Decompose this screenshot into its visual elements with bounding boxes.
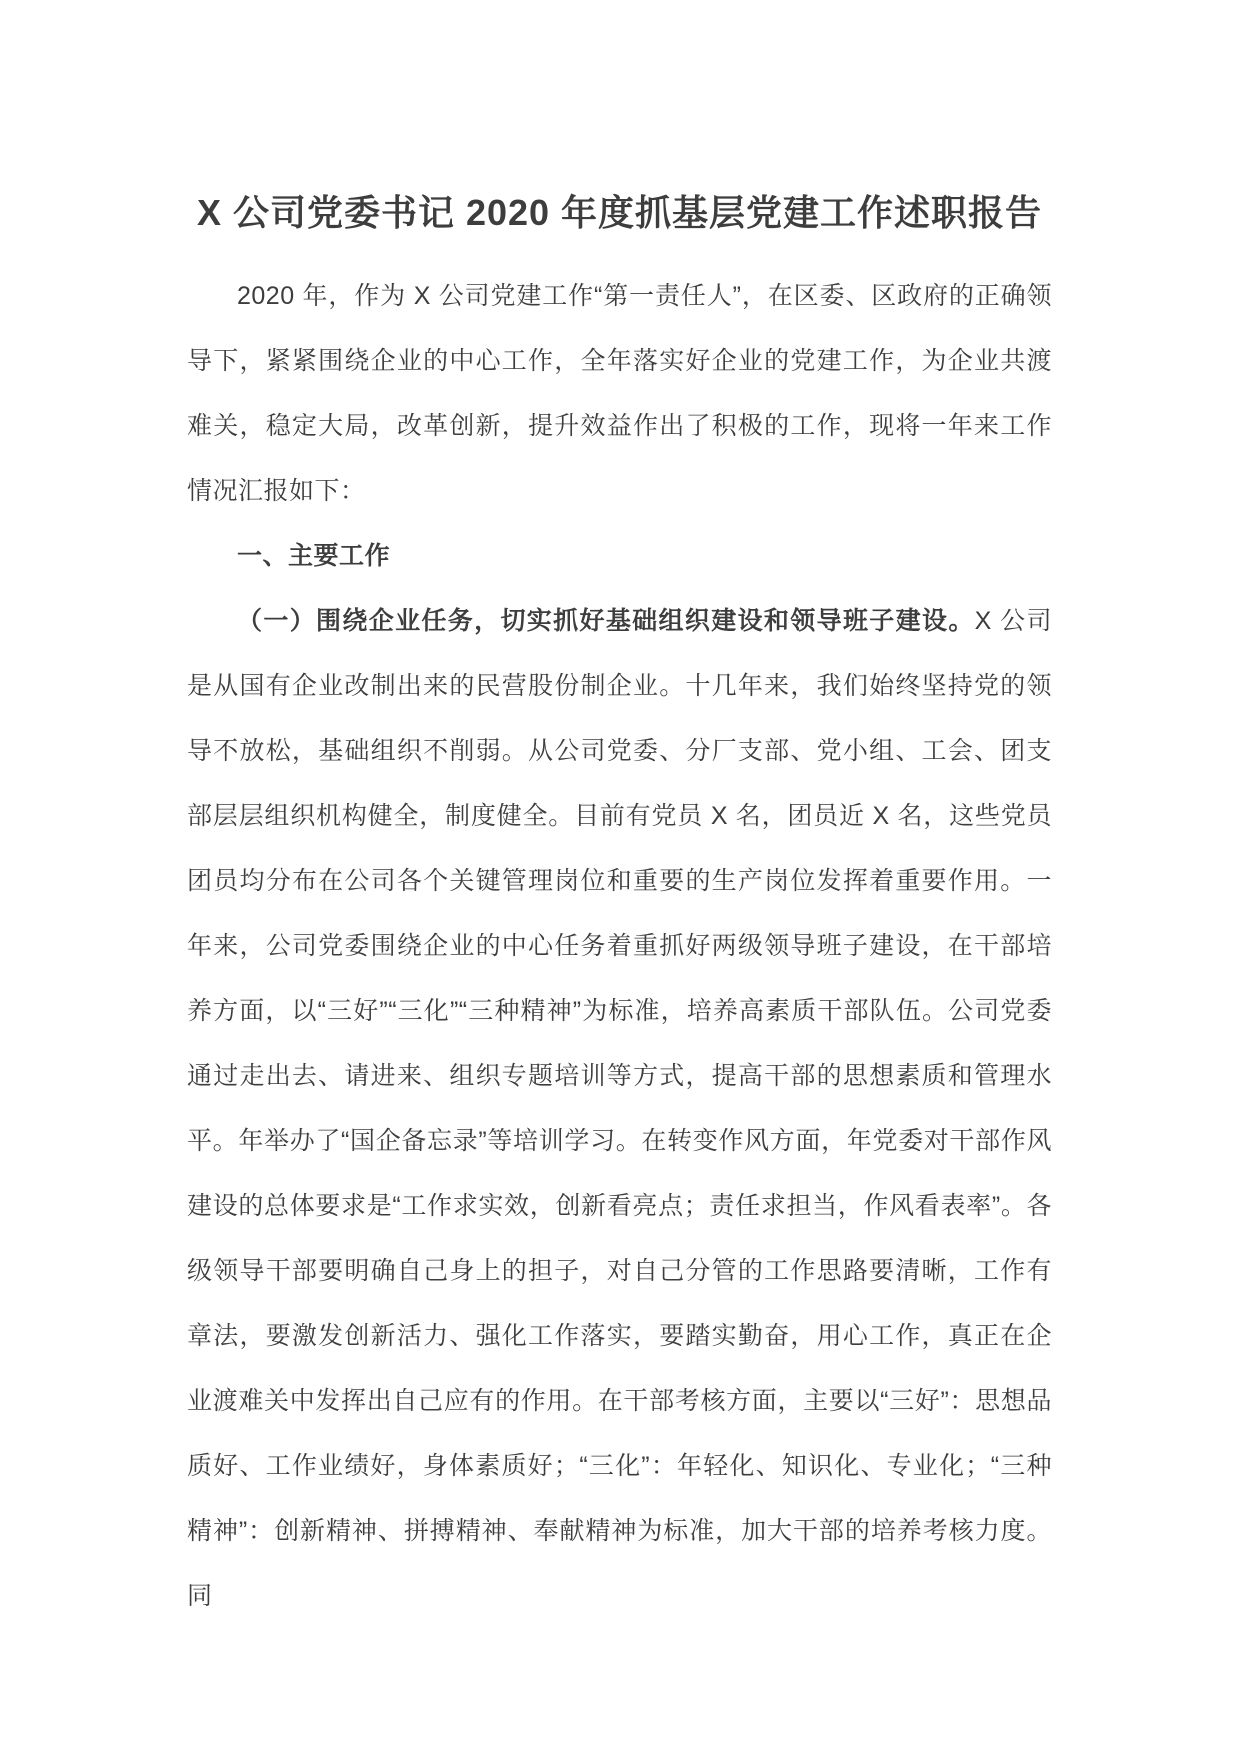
section-heading-main-work: 一、主要工作	[237, 542, 391, 570]
paragraph-item1	[187, 589, 1052, 1629]
document-body	[187, 264, 1052, 1629]
document-title: X 公司党委书记 2020 年度抓基层党建工作述职报告	[196, 192, 1043, 233]
paragraph-intro: 2020 年，作为 X 公司党建工作“第一责任人”，在区委、区政府的正确领导下，紧紧围绕企业的中心工作，全年落实好企业的党建工作，为企业共渡难关，稳定大局，改革创新，提升效益作出了积极的工作，现将一年来工作情况汇报如下：	[187, 282, 1052, 505]
item1-body-text: X 公司是从国有企业改制出来的民营股份制企业。十几年来，我们始终坚持党的领导不放松，基础组织不削弱。从公司党委、分厂支部、党小组、工会、团支部层层组织机构健全，制度健全。目前有党员 X 名，团员近 X 名，这些党员团员均分布在公司各个关键管理岗位和重要的生产岗位发挥着重要作用。一年来，公司党委围绕企业的中心任务着重抓好两级领导班子建设，在干部培养方面，以“三好”“三化”“三种精神”为标准，培养高素质干部队伍。公司党委通过走出去、请进来、组织专题培训等方式，提高干部的思想素质和管理水平。年举办了“国企备忘录”等培训学习。在转变作风方面，年党委对干部作风建设的总体要求是“工作求实效，创新看亮点；责任求担当，作风看表率”。各级领导干部要明确自己身上的担子，对自己分管的工作思路要清晰，工作有章法，要激发创新活力、强化工作落实，要踏实勤奋，用心工作，真正在企业渡难关中发挥出自己应有的作用。在干部考核方面，主要以“三好”：思想品质好、工作业绩好，身体素质好；“三化”：年轻化、知识化、专业化；“三种精神”：创新精神、拼搏精神、奉献精神为标准，加大干部的培养考核力度。同	[187, 607, 1052, 1610]
item1-lead-sentence: （一）围绕企业任务，切实抓好基础组织建设和领导班子建设。	[237, 607, 975, 635]
